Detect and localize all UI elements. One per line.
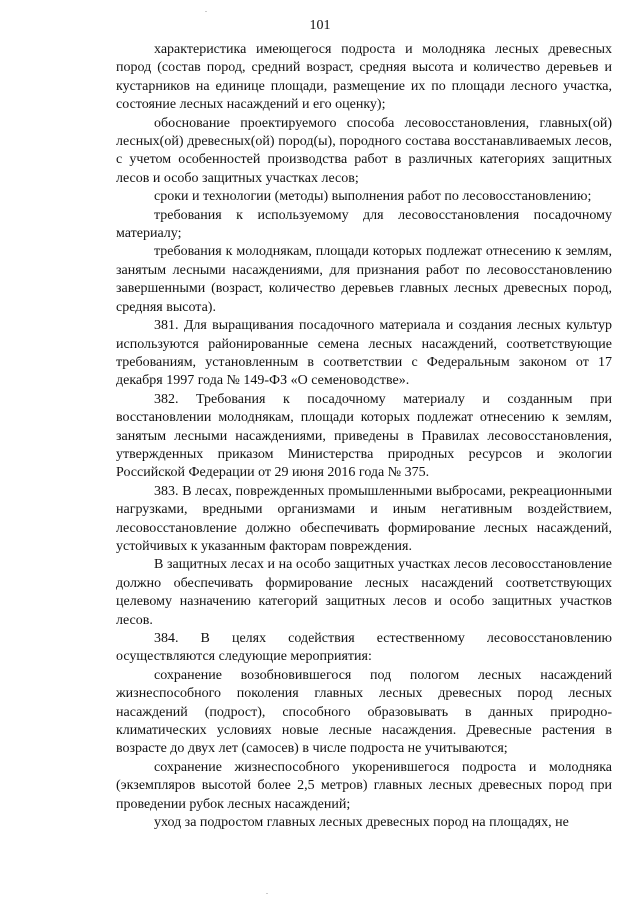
page-number: 101	[309, 18, 331, 33]
body-text	[116, 41, 612, 832]
paragraph: сохранение возобновившегося под пологом лесных насаждений жизнеспособного поколения главных лесных древесных пород лесных насаждений (подрост), способного образовывать в данных природно-климатических условиях новые лесные насаждения. Древесные растения в возрасте до двух лет (самосев) в числе подроста не учитываются;	[116, 667, 612, 757]
scan-speck: .	[266, 887, 268, 896]
paragraph: сохранение жизнеспособного укоренившегося подроста и молодняка (экземпляров высотой более 2,5 метров) главных лесных древесных пород при проведении рубок лесных насаждений;	[116, 759, 612, 812]
scan-speck: .	[205, 5, 207, 14]
paragraph: уход за подростом главных лесных древесных пород на площадях, не	[154, 815, 569, 831]
paragraph: требования к используемому для лесовосстановления посадочному материалу;	[116, 207, 612, 242]
paragraph: 383. В лесах, поврежденных промышленными выбросами, рекреационными нагрузками, вредными организмами и иным негативным воздействием, лесовосстановление должно обеспечивать формирование лесных насаждений, устойчивых к указанным факторам повреждения.	[116, 483, 612, 554]
paragraph: характеристика имеющегося подроста и молодняка лесных древесных пород (состав пород, средний возраст, средняя высота и количество деревьев и кустарников на единице площади, размещение их по площади лесного участка, состояние лесных насаждений и его оценку);	[116, 42, 612, 113]
paragraph: требования к молоднякам, площади которых подлежат отнесению к землям, занятым лесными насаждениями, для признания работ по лесовосстановлению завершенными (возраст, количество деревьев главных лесных древесных пород, средняя высота).	[116, 244, 612, 315]
paragraph: обоснование проектируемого способа лесовосстановления, главных(ой) лесных(ой) древесных(ой) пород(ы), породного состава восстанавливаемых лесов, с учетом особенностей производства работ в различных категориях защитных лесов и особо защитных участках лесов;	[116, 115, 612, 186]
paragraph: 381. Для выращивания посадочного материала и создания лесных культур используются районированные семена лесных насаждений, соответствующие требованиям, установленным в соответствии с Федеральным законом от 17 декабря 1997 года № 149-ФЗ «О семеноводстве».	[116, 318, 612, 389]
paragraph: 382. Требования к посадочному материалу и созданным при восстановлении молоднякам, площади которых подлежат отнесению к землям, занятым лесными насаждениями, приведены в Правилах лесовосстановления, утвержденных приказом Министерства природных ресурсов и экологии Российской Федерации от 29 июня 2016 года № 375.	[116, 391, 612, 481]
paragraph: В защитных лесах и на особо защитных участках лесов лесовосстановление должно обеспечивать формирование лесных насаждений соответствующих целевому назначению категорий защитных лесов и особо защитных участков лесов.	[116, 557, 612, 628]
paragraph: сроки и технологии (методы) выполнения работ по лесовосстановлению;	[154, 189, 592, 205]
paragraph: 384. В целях содействия естественному лесовосстановлению осуществляются следующие мероприятия:	[116, 631, 612, 665]
